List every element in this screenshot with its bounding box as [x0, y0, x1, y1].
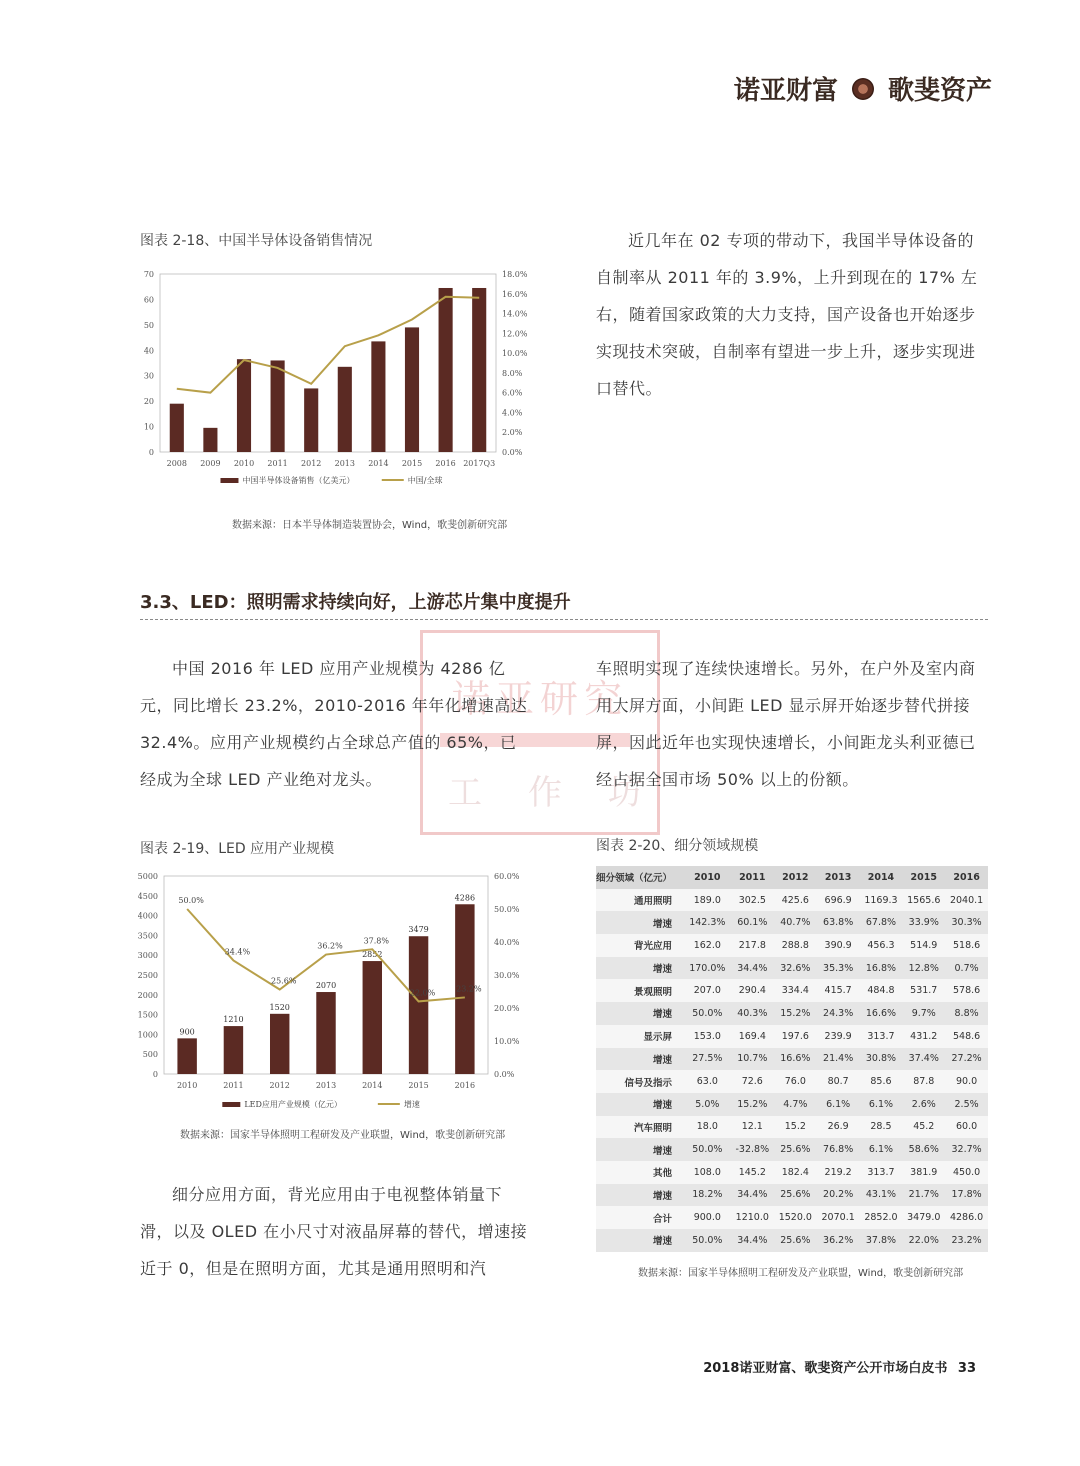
- brand-gopher: 歌斐资产: [887, 76, 992, 106]
- table-row-label: 显示屏: [596, 1025, 684, 1048]
- bar: [304, 388, 318, 452]
- figure-20-caption: 图表 2-20、细分领域规模: [596, 838, 759, 854]
- bar: [177, 1038, 196, 1074]
- table-cell: 217.8: [731, 934, 774, 957]
- table-row: [596, 911, 988, 934]
- bar: [405, 327, 419, 452]
- table-cell: 30.3%: [945, 911, 988, 934]
- table-row-label: 细分领域（亿元）: [596, 866, 684, 889]
- table-row-label: 增速: [596, 1184, 684, 1207]
- table-cell: 23.2%: [945, 1229, 988, 1252]
- table-cell: 518.6: [945, 934, 988, 957]
- table-cell: 90.0: [945, 1070, 988, 1093]
- legend-bar-swatch: [222, 1102, 240, 1107]
- table-cell: 40.3%: [731, 1002, 774, 1025]
- table-cell: 72.6: [731, 1070, 774, 1093]
- table-cell: 4.7%: [774, 1093, 817, 1116]
- table-cell: 34.4%: [731, 1229, 774, 1252]
- bar: [363, 961, 382, 1074]
- table-cell: 40.7%: [774, 911, 817, 934]
- line-value-label: 36.2%: [317, 941, 343, 951]
- table-row-label: 增速: [596, 1048, 684, 1071]
- table-row: [596, 1002, 988, 1025]
- y2-tick-label: 50.0%: [494, 905, 520, 914]
- table-cell: 4286.0: [945, 1206, 988, 1229]
- x-tick-label: 2014: [368, 459, 389, 468]
- y-tick-label: 4000: [138, 911, 158, 921]
- y-tick-label: 50: [143, 320, 154, 330]
- x-tick-label: 2012: [301, 459, 322, 468]
- y-tick-label: 60: [143, 295, 154, 305]
- bar: [170, 404, 184, 452]
- table-cell: 578.6: [945, 979, 988, 1002]
- table-cell: 20.2%: [817, 1184, 860, 1207]
- table-cell: 2014: [860, 866, 903, 889]
- x-tick-label: 2016: [435, 459, 456, 468]
- table-cell: -32.8%: [731, 1138, 774, 1161]
- y-tick-label: 2000: [138, 990, 158, 1000]
- table-cell: 63.0: [684, 1070, 731, 1093]
- line-value-label: 25.6%: [271, 976, 297, 986]
- table-cell: 2016: [945, 866, 988, 889]
- table-row: [596, 1161, 988, 1184]
- table-header-row: [596, 866, 988, 889]
- table-cell: 1565.6: [902, 889, 945, 912]
- table-cell: 390.9: [817, 934, 860, 957]
- ratio-line: [177, 297, 479, 393]
- table-cell: 30.8%: [860, 1048, 903, 1071]
- table-row: [596, 1025, 988, 1048]
- table-cell: 34.4%: [731, 1184, 774, 1207]
- table-cell: 431.2: [902, 1025, 945, 1048]
- table-cell: 900.0: [684, 1206, 731, 1229]
- table-cell: 32.7%: [945, 1138, 988, 1161]
- table-cell: 189.0: [684, 889, 731, 912]
- semiconductor-equipment-chart: [138, 262, 538, 497]
- table-cell: 108.0: [684, 1161, 731, 1184]
- table-cell: 37.4%: [902, 1048, 945, 1071]
- table-cell: 10.7%: [731, 1048, 774, 1071]
- table-cell: 67.8%: [860, 911, 903, 934]
- table-cell: 18.2%: [684, 1184, 731, 1207]
- bar: [271, 360, 285, 452]
- table-row: [596, 957, 988, 980]
- table-cell: 145.2: [731, 1161, 774, 1184]
- table-row-label: 增速: [596, 1002, 684, 1025]
- table-cell: 290.4: [731, 979, 774, 1002]
- table-cell: 25.6%: [774, 1184, 817, 1207]
- table-cell: 24.3%: [817, 1002, 860, 1025]
- table-cell: 15.2%: [731, 1093, 774, 1116]
- table-cell: 60.0: [945, 1116, 988, 1139]
- table-cell: 207.0: [684, 979, 731, 1002]
- table-cell: 63.8%: [817, 911, 860, 934]
- y2-tick-label: 18.0%: [502, 270, 528, 279]
- x-tick-label: 2017Q3: [463, 459, 496, 468]
- table-row-label: 其他: [596, 1161, 684, 1184]
- x-tick-label: 2011: [223, 1081, 244, 1090]
- bar: [203, 428, 217, 452]
- table-cell: 35.3%: [817, 957, 860, 980]
- table-cell: 26.9: [817, 1116, 860, 1139]
- bar: [439, 288, 453, 452]
- bar-value-label: 3479: [408, 925, 429, 935]
- bar-value-label: 1210: [223, 1015, 244, 1025]
- table-cell: 2852.0: [860, 1206, 903, 1229]
- table-cell: 16.6%: [774, 1048, 817, 1071]
- bar: [338, 367, 352, 452]
- table-cell: 2070.1: [817, 1206, 860, 1229]
- bar: [472, 288, 486, 452]
- y2-tick-label: 0.0%: [494, 1070, 515, 1079]
- y2-tick-label: 2.0%: [502, 428, 523, 438]
- line-value-label: 50.0%: [178, 896, 204, 905]
- table-cell: 484.8: [860, 979, 903, 1002]
- y-tick-label: 30: [143, 371, 154, 381]
- x-tick-label: 2013: [315, 1081, 337, 1090]
- table-row-label: 背光应用: [596, 934, 684, 957]
- brand-logo-icon: [852, 78, 874, 100]
- y-tick-label: 20: [143, 397, 154, 407]
- table-cell: 381.9: [902, 1161, 945, 1184]
- table-cell: 1169.3: [860, 889, 903, 912]
- table-cell: 548.6: [945, 1025, 988, 1048]
- y2-tick-label: 16.0%: [502, 289, 528, 299]
- table-cell: 415.7: [817, 979, 860, 1002]
- page-number: 33: [957, 1361, 976, 1376]
- table-row: [596, 1138, 988, 1161]
- table-cell: 2012: [774, 866, 817, 889]
- table-cell: 85.6: [860, 1070, 903, 1093]
- table-cell: 334.4: [774, 979, 817, 1002]
- table-cell: 219.2: [817, 1161, 860, 1184]
- legend-bar-swatch: [220, 478, 238, 483]
- table-row-label: 增速: [596, 911, 684, 934]
- table-cell: 1210.0: [731, 1206, 774, 1229]
- table-cell: 425.6: [774, 889, 817, 912]
- table-row-label: 信号及指示: [596, 1070, 684, 1093]
- brand-noah: 诺亚财富: [733, 76, 838, 106]
- table-cell: 2015: [902, 866, 945, 889]
- bar-value-label: 1520: [269, 1002, 290, 1012]
- y2-tick-label: 40.0%: [494, 938, 520, 947]
- table-cell: 313.7: [860, 1025, 903, 1048]
- table-cell: 50.0%: [684, 1002, 731, 1025]
- table-row: [596, 934, 988, 957]
- table-cell: 16.6%: [860, 1002, 903, 1025]
- table-cell: 450.0: [945, 1161, 988, 1184]
- figure-20-source: 数据来源：国家半导体照明工程研发及产业联盟，Wind，歌斐创新研究部: [638, 1268, 964, 1279]
- table-cell: 302.5: [731, 889, 774, 912]
- table-cell: 12.1: [731, 1116, 774, 1139]
- y2-tick-label: 4.0%: [502, 408, 523, 418]
- x-tick-label: 2011: [267, 459, 288, 468]
- table-cell: 36.2%: [817, 1229, 860, 1252]
- x-tick-label: 2014: [362, 1081, 383, 1090]
- y2-tick-label: 60.0%: [494, 872, 520, 881]
- section-divider: [140, 619, 988, 620]
- paragraph-led-display: 车照明实现了连续快速增长。另外，在户外及室内商用大屏方面，小间距 LED 显示屏开始逐步替代拼接屏，因此近年也实现快速增长，小间距龙头利亚德已经占据全国市场 50% 以上的份额。: [596, 659, 976, 789]
- table-cell: 50.0%: [684, 1138, 731, 1161]
- bar-value-label: 2852: [362, 950, 383, 960]
- table-cell: 43.1%: [860, 1184, 903, 1207]
- table-cell: 21.4%: [817, 1048, 860, 1071]
- y-tick-label: 500: [142, 1050, 158, 1060]
- table-cell: 170.0%: [684, 957, 731, 980]
- table-cell: 2.5%: [945, 1093, 988, 1116]
- table-cell: 87.8: [902, 1070, 945, 1093]
- table-cell: 2040.1: [945, 889, 988, 912]
- table-row: [596, 1048, 988, 1071]
- watermark-line1: 诺亚研究: [452, 677, 629, 721]
- table-cell: 45.2: [902, 1116, 945, 1139]
- legend-line-label: 增速: [403, 1100, 420, 1109]
- table-cell: 21.7%: [902, 1184, 945, 1207]
- table-row-label: 合计: [596, 1206, 684, 1229]
- table-cell: 58.6%: [902, 1138, 945, 1161]
- x-tick-label: 2010: [176, 1081, 198, 1090]
- table-cell: 531.7: [902, 979, 945, 1002]
- table-cell: 182.4: [774, 1161, 817, 1184]
- table-cell: 60.1%: [731, 911, 774, 934]
- table-cell: 15.2%: [774, 1002, 817, 1025]
- x-tick-label: 2016: [454, 1081, 476, 1090]
- x-tick-label: 2012: [269, 1081, 290, 1090]
- table-cell: 6.1%: [860, 1138, 903, 1161]
- table-cell: 0.7%: [945, 957, 988, 980]
- figure-19-source: 数据来源：国家半导体照明工程研发及产业联盟，Wind，歌斐创新研究部: [180, 1130, 506, 1141]
- line-value-label: 34.4%: [224, 947, 251, 957]
- table-cell: 76.0: [774, 1070, 817, 1093]
- y-tick-label: 1000: [138, 1030, 158, 1040]
- page-footer: [703, 1357, 976, 1376]
- line-value-label: 22.0%: [409, 988, 436, 998]
- table-row: [596, 979, 988, 1002]
- table-cell: 18.0: [684, 1116, 731, 1139]
- table-cell: 2013: [817, 866, 860, 889]
- figure-18-source: 数据来源：日本半导体制造装置协会，Wind，歌斐创新研究部: [232, 520, 508, 531]
- table-row: [596, 1206, 988, 1229]
- table-cell: 27.2%: [945, 1048, 988, 1071]
- bar: [237, 359, 251, 452]
- legend-line-label: 中国/全球: [407, 476, 443, 485]
- y-tick-label: 70: [143, 270, 154, 279]
- table-cell: 2011: [731, 866, 774, 889]
- y-tick-label: 2500: [138, 971, 158, 980]
- table-cell: 153.0: [684, 1025, 731, 1048]
- bar: [224, 1026, 243, 1074]
- table-cell: 142.3%: [684, 911, 731, 934]
- y-tick-label: 3000: [138, 951, 158, 961]
- table-cell: 76.8%: [817, 1138, 860, 1161]
- x-tick-label: 2013: [334, 459, 355, 468]
- table-cell: 12.8%: [902, 957, 945, 980]
- table-cell: 28.5: [860, 1116, 903, 1139]
- table-row-label: 通用照明: [596, 889, 684, 912]
- y2-tick-label: 20.0%: [494, 1004, 520, 1013]
- bar-value-label: 2070: [315, 981, 337, 991]
- bar-value-label: 900: [179, 1027, 195, 1037]
- x-tick-label: 2015: [408, 1081, 429, 1090]
- table-cell: 27.5%: [684, 1048, 731, 1071]
- table-cell: 514.9: [902, 934, 945, 957]
- y2-tick-label: 12.0%: [502, 329, 528, 339]
- table-cell: 456.3: [860, 934, 903, 957]
- section-title: 3.3、LED：照明需求持续向好，上游芯片集中度提升: [140, 592, 571, 613]
- table-cell: 15.2: [774, 1116, 817, 1139]
- table-cell: 17.8%: [945, 1184, 988, 1207]
- table-cell: 32.6%: [774, 957, 817, 980]
- y2-tick-label: 0.0%: [502, 448, 523, 457]
- x-tick-label: 2010: [233, 459, 255, 468]
- table-cell: 34.4%: [731, 957, 774, 980]
- table-row: [596, 1184, 988, 1207]
- y-tick-label: 3500: [138, 931, 158, 941]
- y2-tick-label: 8.0%: [502, 368, 523, 378]
- segment-table: [596, 866, 988, 1252]
- paragraph-led-scale: 中国 2016 年 LED 应用产业规模为 4286 亿元，同比增长 23.2%，2010-2016 年年化增速高达 32.4%。应用产业规模约占全球总产值的 65%，已经成为全球 LED 产业绝对龙头。: [140, 659, 528, 789]
- table-cell: 1520.0: [774, 1206, 817, 1229]
- table-cell: 6.1%: [817, 1093, 860, 1116]
- figure-19-caption: 图表 2-19、LED 应用产业规模: [140, 841, 335, 857]
- table-cell: 8.8%: [945, 1002, 988, 1025]
- watermark-line2: 工作坊: [448, 773, 688, 813]
- table-cell: 2.6%: [902, 1093, 945, 1116]
- table-row-label: 增速: [596, 1093, 684, 1116]
- table-cell: 16.8%: [860, 957, 903, 980]
- table-row: [596, 1116, 988, 1139]
- table-row: [596, 1093, 988, 1116]
- table-cell: 696.9: [817, 889, 860, 912]
- paragraph-domestic-equipment: 近几年在 02 专项的带动下，我国半导体设备的自制率从 2011 年的 3.9%，上升到现在的 17% 左右，随着国家政策的大力支持，国产设备也开始逐步实现技术突破，自制率有望进一步上升，逐步实现进口替代。: [596, 231, 978, 398]
- footer-title: 2018诺亚财富、歌斐资产公开市场白皮书: [703, 1361, 948, 1376]
- table-cell: 22.0%: [902, 1229, 945, 1252]
- y2-tick-label: 14.0%: [502, 309, 528, 319]
- y-tick-label: 1500: [138, 1010, 158, 1020]
- table-cell: 25.6%: [774, 1138, 817, 1161]
- bar-value-label: 4286: [454, 893, 476, 903]
- paragraph-segment-applications: 细分应用方面，背光应用由于电视整体销量下滑，以及 OLED 在小尺寸对液晶屏幕的替代，增速接近于 0，但是在照明方面，尤其是通用照明和汽: [140, 1185, 528, 1278]
- table-cell: 9.7%: [902, 1002, 945, 1025]
- table-cell: 6.1%: [860, 1093, 903, 1116]
- led-industry-chart: [138, 866, 538, 1116]
- y-tick-label: 40: [143, 346, 154, 356]
- table-row-label: 汽车照明: [596, 1116, 684, 1139]
- legend-bar-label: 中国半导体设备销售（亿美元）: [242, 476, 355, 485]
- y-tick-label: 0: [148, 448, 154, 457]
- table-cell: 50.0%: [684, 1229, 731, 1252]
- legend-bar-label: LED应用产业规模（亿元）: [244, 1100, 342, 1109]
- bar: [371, 341, 385, 452]
- table-cell: 162.0: [684, 934, 731, 957]
- bar: [409, 936, 428, 1074]
- table-cell: 288.8: [774, 934, 817, 957]
- y-tick-label: 10: [143, 422, 154, 432]
- y-tick-label: 5000: [138, 872, 158, 881]
- figure-18-caption: 图表 2-18、中国半导体设备销售情况: [140, 233, 373, 249]
- table-cell: 197.6: [774, 1025, 817, 1048]
- y2-tick-label: 10.0%: [494, 1037, 520, 1046]
- y-tick-label: 4500: [138, 891, 158, 901]
- table-cell: 80.7: [817, 1070, 860, 1093]
- table-cell: 169.4: [731, 1025, 774, 1048]
- table-cell: 313.7: [860, 1161, 903, 1184]
- table-cell: 33.9%: [902, 911, 945, 934]
- table-row: [596, 1229, 988, 1252]
- table-cell: 25.6%: [774, 1229, 817, 1252]
- x-tick-label: 2008: [166, 459, 187, 468]
- bar: [316, 992, 335, 1074]
- y2-tick-label: 30.0%: [494, 971, 520, 980]
- x-tick-label: 2009: [200, 459, 221, 468]
- table-row: [596, 1070, 988, 1093]
- bar: [270, 1014, 289, 1074]
- table-row-label: 增速: [596, 957, 684, 980]
- y-tick-label: 0: [152, 1070, 158, 1079]
- table-row: [596, 889, 988, 912]
- table-cell: 37.8%: [860, 1229, 903, 1252]
- y2-tick-label: 10.0%: [502, 349, 528, 359]
- line-value-label: 23.2%: [456, 984, 482, 994]
- table-cell: 239.9: [817, 1025, 860, 1048]
- table-row-label: 增速: [596, 1138, 684, 1161]
- table-row-label: 增速: [596, 1229, 684, 1252]
- x-tick-label: 2015: [401, 459, 423, 468]
- line-value-label: 37.8%: [363, 936, 389, 946]
- table-cell: 5.0%: [684, 1093, 731, 1116]
- table-row-label: 景观照明: [596, 979, 684, 1002]
- table-cell: 3479.0: [902, 1206, 945, 1229]
- y2-tick-label: 6.0%: [502, 388, 523, 398]
- header-brand: [734, 70, 992, 107]
- table-cell: 2010: [684, 866, 731, 889]
